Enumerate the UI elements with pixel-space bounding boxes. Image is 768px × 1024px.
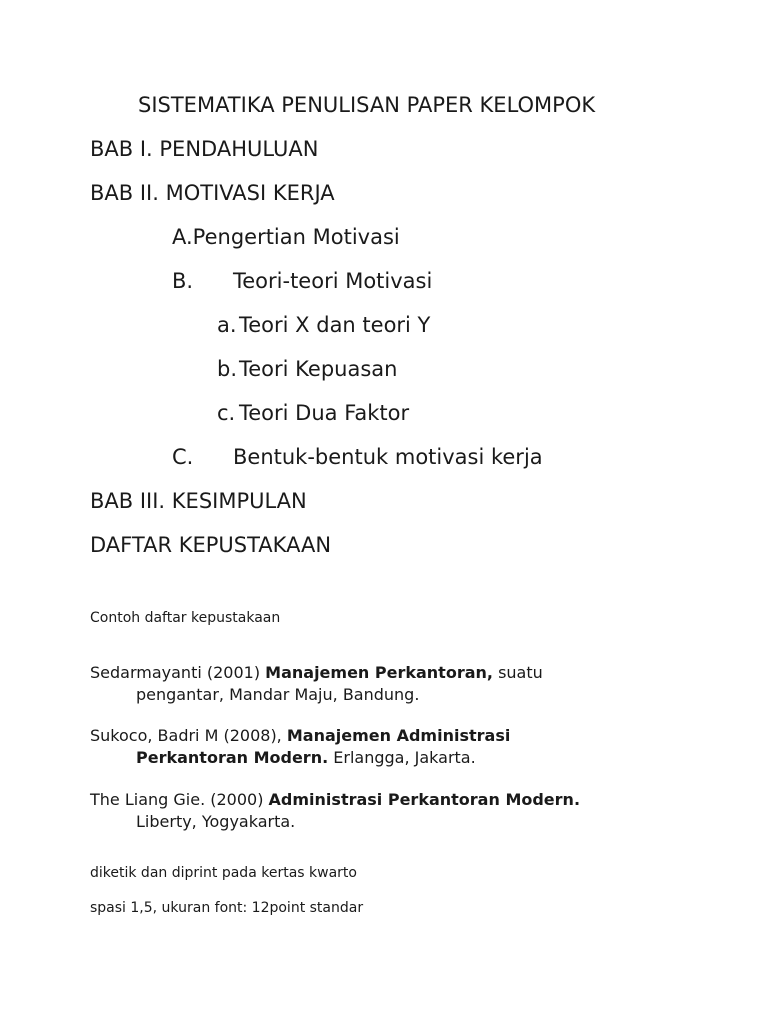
subsection-b (217, 357, 397, 381)
reference-title: Administrasi Perkantoran Modern. (268, 790, 581, 809)
section-b-text: Teori-teori Motivasi (233, 269, 433, 293)
reference-2 (90, 725, 510, 769)
section-a (172, 225, 400, 249)
note-spacing: spasi 1,5, ukuran font: 12point standar (90, 900, 364, 916)
reference-title-cont: Perkantoran Modern. (136, 748, 329, 767)
reference-rest: suatu (492, 663, 543, 682)
section-c (172, 445, 543, 469)
reference-author: Sedarmayanti (2001) (90, 663, 266, 682)
section-b (172, 269, 432, 293)
subsection-c-text: Teori Dua Faktor (239, 401, 410, 425)
subsection-c (217, 401, 409, 425)
reference-3 (90, 789, 580, 833)
chapter-2: BAB II. MOTIVASI KERJA (90, 181, 335, 205)
chapter-1: BAB I. PENDAHULUAN (90, 137, 319, 161)
reference-rest: Erlangga, Jakarta. (328, 748, 476, 767)
subsection-b-marker: b. (217, 357, 238, 381)
chapter-3: BAB III. KESIMPULAN (90, 489, 307, 513)
document-title: SISTEMATIKA PENULISAN PAPER KELOMPOK (138, 93, 596, 117)
reference-author: Sukoco, Badri M (2008), (90, 726, 287, 745)
section-c-text: Bentuk-bentuk motivasi kerja (233, 445, 543, 469)
reference-continuation: pengantar, Mandar Maju, Bandung. (136, 685, 420, 704)
bibliography-heading: DAFTAR KEPUSTAKAAN (90, 533, 332, 557)
reference-1 (90, 662, 543, 706)
section-c-marker: C. (172, 445, 194, 469)
reference-continuation (90, 747, 510, 769)
subsection-a-text: Teori X dan teori Y (239, 313, 431, 337)
reference-continuation: Liberty, Yogyakarta. (136, 812, 296, 831)
reference-author: The Liang Gie. (2000) (90, 790, 269, 809)
subsection-a (217, 313, 430, 337)
section-a-marker: A. (172, 225, 193, 249)
note-paper: diketik dan diprint pada kertas kwarto (90, 865, 357, 881)
example-heading: Contoh daftar kepustakaan (90, 610, 281, 626)
section-b-marker: B. (172, 269, 194, 293)
section-a-text: Pengertian Motivasi (192, 225, 400, 249)
reference-title: Manajemen Administrasi (286, 726, 511, 745)
subsection-a-marker: a. (217, 313, 237, 337)
subsection-b-text: Teori Kepuasan (239, 357, 398, 381)
reference-title: Manajemen Perkantoran, (265, 663, 493, 682)
subsection-c-marker: c. (217, 401, 236, 425)
